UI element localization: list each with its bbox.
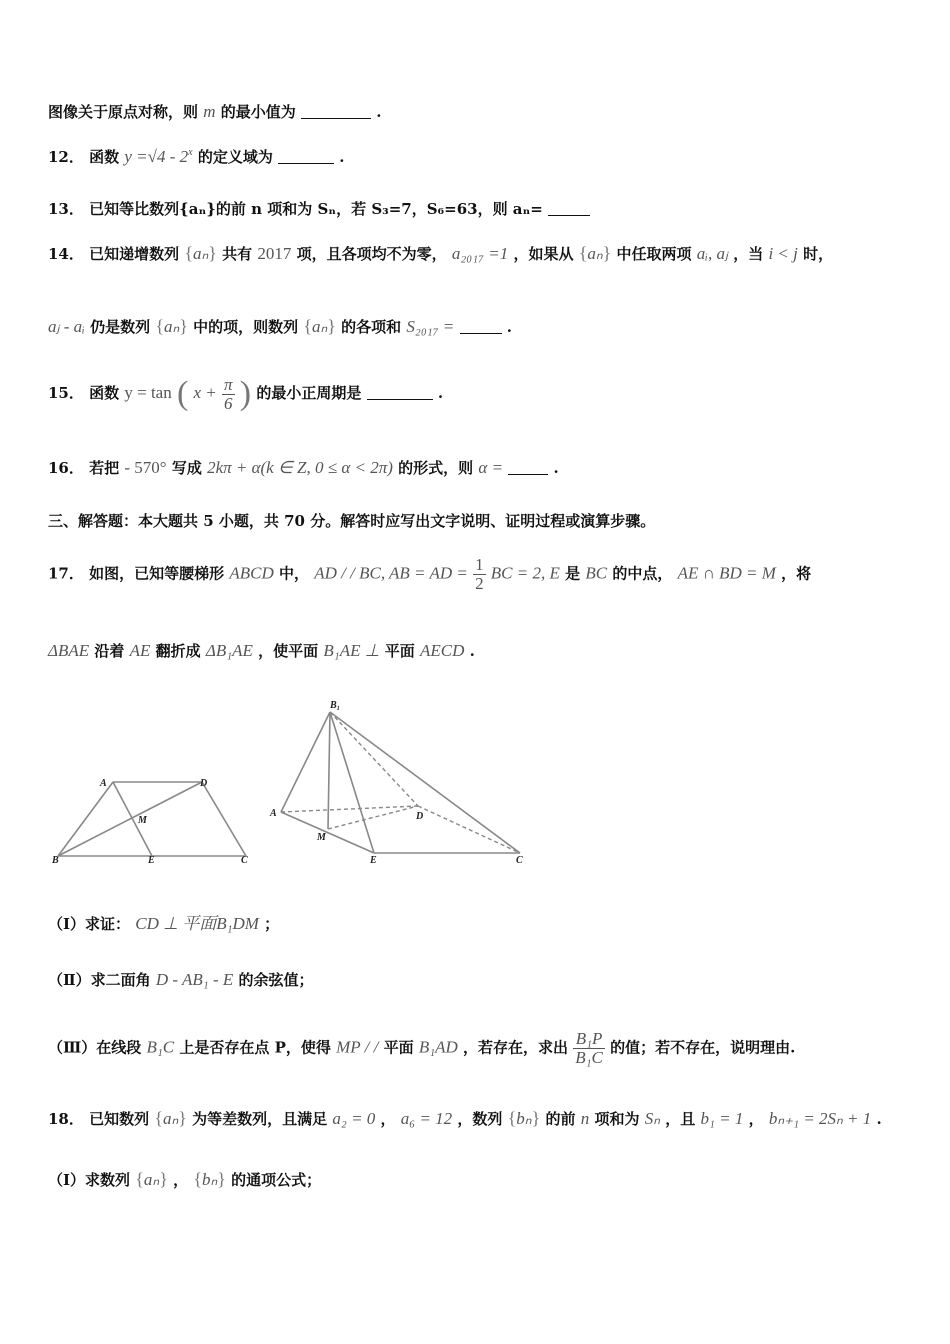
q18-line: 18． 已知数列 {aₙ} 为等差数列，且满足 a₂ = 0 ， a₆ = 12 ，数列 {bₙ} 的前 n 项和为 Sₙ ，且 b₁ = 1 ， bₙ₊₁ = 2Sₙ + 1 . <box>48 1108 882 1128</box>
q17-aecd: AECD <box>420 641 465 660</box>
q14-an-2: aₙ <box>587 244 603 263</box>
q18-sn: Sₙ <box>644 1109 660 1128</box>
q17-cond-b: BC = 2, E <box>490 563 560 583</box>
q16-form: 2kπ + α(k ∈ Z, 0 ≤ α < 2π) <box>207 458 393 477</box>
q18-n: n <box>580 1109 590 1128</box>
q16-angle: - 570° <box>124 458 167 477</box>
q12-text-b: 的定义域为 <box>197 148 273 166</box>
q18-a6: a₆ = 12 <box>400 1109 453 1128</box>
q18-part1-an: aₙ <box>143 1170 160 1189</box>
q17-intersect: AE ∩ BD = M <box>677 563 776 583</box>
label-M-left: M <box>138 815 147 826</box>
q12-text-a: 函数 <box>89 148 120 166</box>
q17-line2-b: 翻折成 <box>155 642 201 660</box>
q17-part3-label: （Ⅲ）在线段 <box>48 1038 142 1057</box>
q17-part1-end: ； <box>264 915 280 933</box>
q14-line1: 14． 已知递增数列 {aₙ} 共有 2017 项，且各项均不为零， a₂₀₁₇ =1 ，如果从 {aₙ} 中任取两项 aᵢ, aⱼ ，当 i < j 时， <box>48 243 834 263</box>
q12-exp: x <box>188 147 193 158</box>
q18-part1-b: 的通项公式； <box>231 1171 322 1189</box>
q14-num: 14． <box>48 245 84 263</box>
label-E-right: E <box>370 855 377 866</box>
q18-rec: bₙ₊₁ = 2Sₙ + 1 <box>768 1109 872 1128</box>
q17-part2-end: 的余弦值； <box>238 971 314 989</box>
q15-end: . <box>437 384 444 402</box>
q17-cond-a: AD / / BC, AB = AD = <box>314 563 468 583</box>
q14-line1-a: 已知递增数列 <box>89 245 180 263</box>
q15-x: x + <box>193 383 217 402</box>
q18-part1-a: ， <box>173 1171 189 1189</box>
q17-end: . <box>469 642 475 660</box>
q17-b1ad: B₁AD <box>418 1037 458 1057</box>
q17-part3-b: 平面 <box>383 1038 414 1057</box>
q11-var: m <box>203 102 216 121</box>
q18-num: 18． <box>48 1110 84 1128</box>
q14-an-3: aₙ <box>163 317 180 336</box>
q16-text-a: 若把 <box>89 459 120 477</box>
q14-line1-d: ，如果从 <box>513 245 574 263</box>
q14-an: aₙ <box>193 244 209 263</box>
q12-formula: y =√4 - 2 <box>124 147 189 166</box>
q17-tri2: ΔB₁AE <box>205 641 253 660</box>
q15-six: 6 <box>224 393 233 413</box>
q18-text-b: 为等差数列，且满足 <box>192 1110 328 1128</box>
q18-text-d: 的前 <box>545 1110 576 1128</box>
q17-part3-a: 上是否存在点 P，使得 <box>179 1038 331 1057</box>
q14-line1-c: 项，且各项均不为零， <box>296 245 447 263</box>
q17-ae: AE <box>129 641 151 660</box>
q17-bc: BC <box>585 563 608 583</box>
q17-half-bot: 2 <box>475 573 484 593</box>
q17-part3-d: 的值；若不存在，说明理由. <box>610 1038 796 1057</box>
q14-s2017: S₂₀₁₇ = <box>406 317 455 336</box>
q14-line1-f: ，当 <box>733 245 764 263</box>
q17-line1-e: ，将 <box>781 564 812 583</box>
label-D-left: D <box>200 778 208 789</box>
q15-formula: y = tan <box>124 383 172 402</box>
q18-b1: b₁ = 1 <box>700 1109 744 1128</box>
q16-text-c: 的形式，则 <box>398 459 474 477</box>
q18-sep2: ， <box>748 1110 764 1128</box>
q15-pi: π <box>224 374 233 394</box>
q18-text-c: ，数列 <box>457 1110 503 1128</box>
q14-line2-c: 的各项和 <box>341 318 402 336</box>
q11-text-a: 图像关于原点对称，则 <box>48 103 199 121</box>
pyramid-labels <box>269 700 523 866</box>
q16-num: 16． <box>48 459 84 477</box>
q14-line2-expr: aⱼ - aᵢ <box>48 317 85 336</box>
q13-text: 已知等比数列{aₙ}的前 n 项和为 Sₙ，若 S₃=7，S₆=63，则 aₙ= <box>89 200 543 218</box>
q17-line1-b: 中， <box>278 564 309 583</box>
q17-ratio <box>573 1030 605 1067</box>
q18-end: . <box>876 1110 882 1128</box>
q18-part1-label: （Ⅰ）求数列 <box>48 1171 131 1189</box>
q17-line1-c: 是 <box>565 564 581 583</box>
q16-end: . <box>553 459 559 477</box>
q16-text-b: 写成 <box>171 459 202 477</box>
label-C-left: C <box>241 855 248 866</box>
q18-bn: bₙ <box>516 1109 532 1128</box>
q17-abcd: ABCD <box>229 563 274 583</box>
q17-ratio-bot: B₁C <box>575 1047 603 1067</box>
q14-end: . <box>506 318 512 336</box>
q17-b1c: B₁C <box>146 1037 175 1057</box>
q14-aiaj: aᵢ, aⱼ <box>696 244 728 263</box>
q18-sep1: ， <box>380 1110 396 1128</box>
label-E-left: E <box>148 855 155 866</box>
q15-num: 15． <box>48 384 84 402</box>
q17-ratio-top: B₁P <box>573 1030 605 1049</box>
q14-year: 2017 <box>257 244 292 263</box>
q15-text-b: 的最小正周期是 <box>256 384 362 402</box>
label-A-left: A <box>100 778 107 789</box>
q17-line2-d: 平面 <box>384 642 415 660</box>
q17-part2 <box>48 969 314 990</box>
q17-line2-c: ，使平面 <box>258 642 319 660</box>
q17-line1-a: 如图，已知等腰梯形 <box>89 564 225 583</box>
q14-an-4: aₙ <box>312 317 328 336</box>
q17-num: 17． <box>48 564 84 583</box>
trapezoid-figure <box>58 782 246 856</box>
label-A-right: A <box>270 808 277 819</box>
q17-part3-c: ，若存在，求出 <box>463 1038 569 1057</box>
q17-tri: ΔBAE <box>48 641 90 660</box>
q18-text-f: ，且 <box>665 1110 696 1128</box>
q17-line1-d: 的中点， <box>612 564 673 583</box>
q13-num: 13． <box>48 200 84 218</box>
q18-part1: （Ⅰ）求数列 {aₙ} ， {bₙ} 的通项公式； <box>48 1169 322 1189</box>
q14-line1-b: 共有 <box>222 245 253 263</box>
label-D-right: D <box>416 811 424 822</box>
q17-half-top: 1 <box>475 555 484 574</box>
q14-line2: aⱼ - aᵢ 仍是数列 {aₙ} 中的项，则数列 {aₙ} 的各项和 S₂₀₁₇ = . <box>48 316 512 336</box>
q11-text-b: 的最小值为 <box>220 103 296 121</box>
q15-line: 15． 函数 y = tan ( x + $\frac{\pi}{6}$ ) 的最小正周期是 . <box>48 374 444 413</box>
q11-end: . <box>376 103 382 121</box>
q17-part3 <box>48 1030 795 1067</box>
q17-line2-a: 沿着 <box>94 642 125 660</box>
q17-part2-label: （Ⅱ）求二面角 <box>48 971 151 989</box>
q14-line1-g: 时， <box>803 245 834 263</box>
q14-a2017: a₂₀₁₇ =1 <box>451 244 509 263</box>
section3-text: 三、解答题：本大题共 5 小题，共 70 分。解答时应写出文字说明、证明过程或演算步骤。 <box>48 512 656 530</box>
q17-part1 <box>48 909 279 934</box>
q17-part1-label: （Ⅰ）求证： <box>48 915 131 933</box>
q18-part1-bn: bₙ <box>201 1170 218 1189</box>
q12-end: . <box>339 148 345 166</box>
q17-part1-expr: CD ⊥ 平面B₁DM <box>135 914 259 933</box>
label-C-right: C <box>516 855 523 866</box>
q17-mp: MP / / <box>336 1037 379 1057</box>
q16-alpha: α = <box>478 458 504 477</box>
label-B1-right: B₁ <box>330 700 341 711</box>
label-M-right: M <box>317 832 326 843</box>
label-B-left: B <box>52 855 59 866</box>
q18-text-e: 项和为 <box>594 1110 640 1128</box>
q14-line2-a: 仍是数列 <box>90 318 151 336</box>
q18-text-a: 已知数列 <box>89 1110 150 1128</box>
q14-ilj: i < j <box>768 244 798 263</box>
q17-plane1: B₁AE ⊥ <box>323 641 380 660</box>
q12-num: 12． <box>48 148 84 166</box>
q18-a2: a₂ = 0 <box>332 1109 376 1128</box>
q17-part2-expr: D - AB₁ - E <box>155 970 234 989</box>
q18-an: aₙ <box>163 1109 179 1128</box>
q14-line1-e: 中任取两项 <box>616 245 692 263</box>
q14-line2-b: 中的项，则数列 <box>193 318 299 336</box>
q15-text-a: 函数 <box>89 384 120 402</box>
